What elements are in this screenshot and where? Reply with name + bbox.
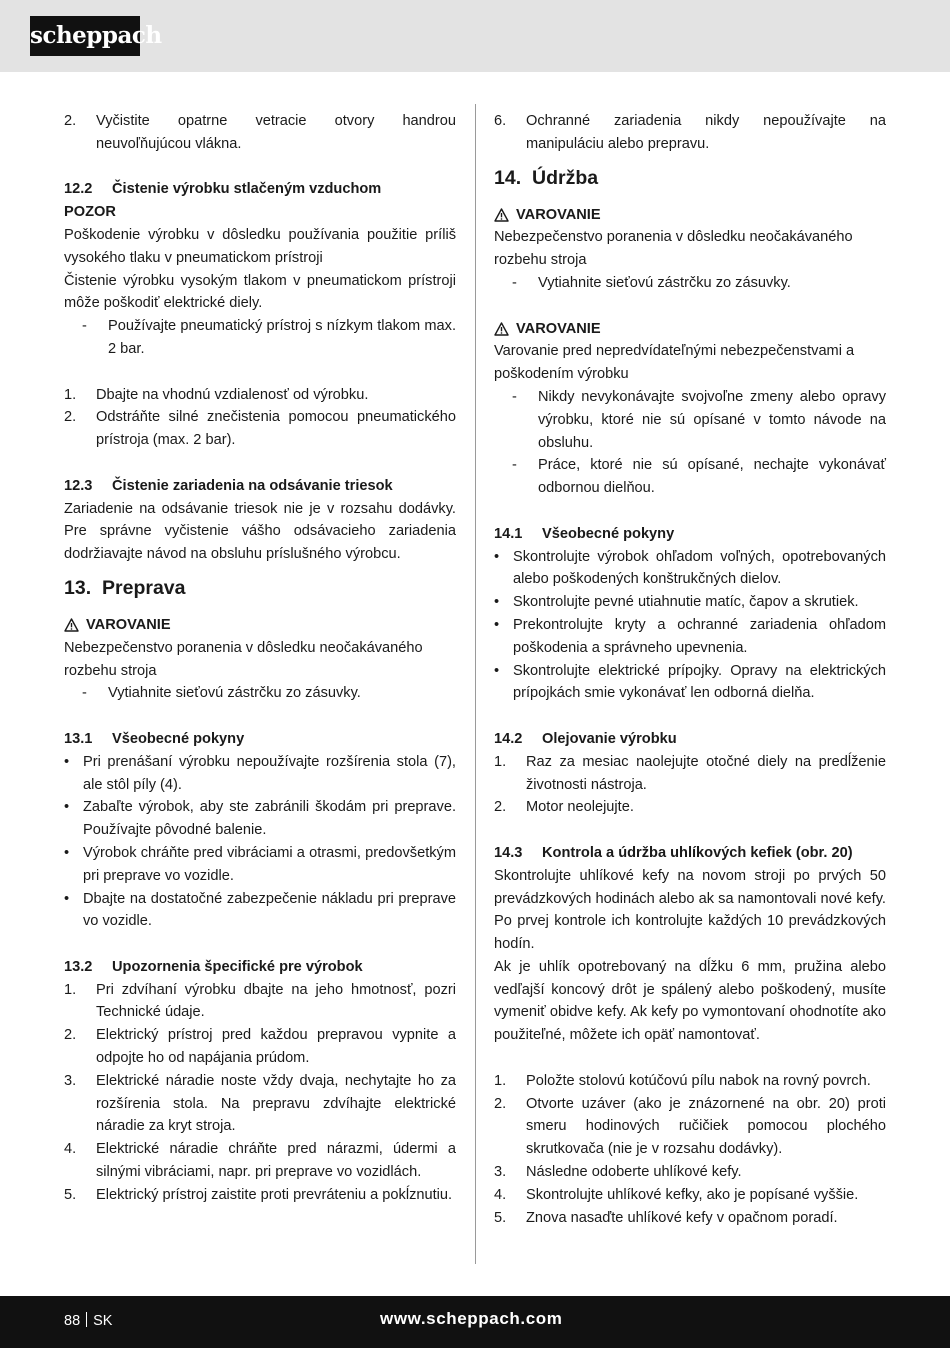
- website-url: www.scheppach.com: [380, 1309, 563, 1328]
- bullet-item: • Dbajte na dostatočné zabezpečenie nákladu pri preprave vo vozidle.: [64, 890, 456, 930]
- paragraph: Nebezpečenstvo poranenia v dôsledku neočakávaného rozbehu stroja: [494, 229, 853, 269]
- paragraph: Nebezpečenstvo poranenia v dôsledku neočakávaného rozbehu stroja: [64, 639, 423, 679]
- list-item: 1. Položte stolovú kotúčovú pílu nabok na rovný povrch.: [494, 1072, 871, 1089]
- bullet-item: • Skontrolujte výrobok ohľadom voľných, opotrebovaných alebo poškodených konštrukčných dielov.: [494, 548, 886, 588]
- warning-label: VAROVANIE: [64, 614, 456, 637]
- paragraph: Ak je uhlík opotrebovaný na dĺžku 6 mm, pružina alebo vedľajší koncový drôt je spálený alebo poškodený, musíte vymeniť obidve kefy. Ak kefy po vymontovaní ohodnotíte ako použiteľné, môžete ich opäť namontovať.: [494, 958, 886, 1044]
- list-item: 2. Motor neolejujte.: [494, 799, 634, 816]
- warning-triangle-icon: [494, 322, 509, 336]
- paragraph: Poškodenie výrobku v dôsledku používania použitie príliš vysokého tlaku v pneumatickom prístroji: [64, 226, 456, 266]
- paragraph: Varovanie pred nepredvídateľnými nebezpečenstvami a poškodením výrobku: [494, 343, 855, 383]
- column-divider: [475, 104, 476, 1264]
- list-item: 2. Vyčistite opatrne vetracie otvory handrou neuvoľňujúcou vlákna.: [64, 113, 456, 152]
- warning-triangle-icon: [494, 208, 509, 222]
- dash-item: - Práce, ktoré nie sú opísané, nechajte vykonávať odbornou dielňou.: [512, 457, 886, 497]
- bullet-item: • Prekontrolujte kryty a ochranné zariadenia ohľadom poškodenia a správneho upevnenia.: [494, 616, 886, 656]
- bullet-item: • Skontrolujte elektrické prípojky. Opravy na elektrických prípojkách smie vykonávať len odborná dielňa.: [494, 662, 886, 702]
- list-item: 4. Skontrolujte uhlíkové kefky, ako je popísané vyššie.: [494, 1186, 859, 1203]
- list-item: 6. Ochranné zariadenia nikdy nepoužívajte na manipuláciu alebo prepravu.: [494, 113, 886, 152]
- list-item: 1. Raz za mesiac naolejujte otočné diely na predĺženie životnosti nástroja.: [494, 753, 886, 793]
- list-item: 3. Elektrické náradie noste vždy dvaja, nechytajte ho za rozšírenia stola. Na prepravu zdvíhajte elektrické náradie za kryt stroja.: [64, 1072, 456, 1135]
- warning-label: VAROVANIE: [494, 318, 886, 341]
- list-item: 2. Otvorte uzáver (ako je znázornené na obr. 20) proti smeru hodinových ručičiek pomocou plochého skrutkovača (nie je v rozsahu dodávky).: [494, 1095, 886, 1158]
- paragraph: Skontrolujte uhlíkové kefy na novom stroji po prvých 50 prevádzkových hodinách alebo ak sa namontovali nové kefy. Po prvej kontrole ich kontrolujte každých 10 prevádzkových hodín.: [494, 867, 886, 953]
- brand-logo: scheppach: [30, 16, 140, 56]
- list-item: 4. Elektrické náradie chráňte pred nárazmi, údermi a silnými vibráciami, napr. pri preprave vo vozidlách.: [64, 1141, 456, 1181]
- dash-item: - Vytiahnite sieťovú zástrčku zo zásuvky.: [82, 685, 361, 702]
- section-heading-13-1: 13.1 Všeobecné pokyny: [64, 730, 245, 747]
- right-column: [494, 110, 886, 1229]
- list-item: 1. Dbajte na vhodnú vzdialenosť od výrobku.: [64, 386, 369, 403]
- page-header: [0, 0, 950, 72]
- paragraph: Čistenie výrobku vysokým tlakom v pneumatickom prístroji môže poškodiť elektrické diely.: [64, 272, 456, 312]
- list-item: 3. Následne odoberte uhlíkové kefy.: [494, 1164, 742, 1181]
- section-heading-12-2: 12.2 Čistenie výrobku stlačeným vzduchom: [64, 181, 382, 198]
- left-column: [64, 110, 456, 1207]
- section-heading-13: 13. Preprava: [64, 576, 186, 599]
- list-item: 2. Odstráňte silné znečistenia pomocou pneumatického prístroja (max. 2 bar).: [64, 409, 456, 449]
- section-heading-14-2: 14.2 Olejovanie výrobku: [494, 730, 677, 747]
- section-heading-14-3: 14.3 Kontrola a údržba uhlíkových kefiek (obr. 20): [494, 844, 853, 861]
- paragraph: Zariadenie na odsávanie triesok nie je v rozsahu dodávky. Pre správne vyčistenie vášho odsávacieho zariadenia dodržiavajte návod na obsluhu príslušného výrobcu.: [64, 500, 456, 563]
- list-item: 2. Elektrický prístroj pred každou prepravou vypnite a odpojte ho od napájania prúdom.: [64, 1027, 456, 1067]
- caution-label: POZOR: [64, 204, 116, 221]
- bullet-item: • Skontrolujte pevné utiahnutie matíc, čapov a skrutiek.: [494, 594, 859, 611]
- section-heading-12-3: 12.3 Čistenie zariadenia na odsávanie triesok: [64, 477, 393, 494]
- section-heading-14: 14. Údržba: [494, 166, 599, 189]
- warning-triangle-icon: [64, 618, 79, 632]
- section-heading-13-2: 13.2 Upozornenia špecifické pre výrobok: [64, 958, 363, 975]
- bullet-item: • Výrobok chráňte pred vibráciami a otrasmi, predovšetkým pri preprave vo vozidle.: [64, 844, 456, 884]
- list-item: 5. Znova nasaďte uhlíkové kefy v opačnom poradí.: [494, 1209, 838, 1226]
- section-heading-14-1: 14.1 Všeobecné pokyny: [494, 525, 675, 542]
- dash-item: - Nikdy nevykonávajte svojvoľne zmeny alebo opravy výrobku, ktoré nie sú opísané v tomto návode na obsluhu.: [512, 388, 886, 451]
- warning-label: VAROVANIE: [494, 204, 886, 227]
- page-number: 88 SK: [64, 1313, 113, 1329]
- list-item: 5. Elektrický prístroj zaistite proti prevráteniu a pokĺznutiu.: [64, 1186, 453, 1203]
- dash-item: - Vytiahnite sieťovú zástrčku zo zásuvky.: [512, 274, 791, 291]
- dash-item: - Používajte pneumatický prístroj s nízkym tlakom max. 2 bar.: [82, 318, 456, 357]
- list-item: 1. Pri zdvíhaní výrobku dbajte na jeho hmotnosť, pozri Technické údaje.: [64, 981, 456, 1021]
- page-footer: [0, 1296, 950, 1348]
- bullet-item: • Pri prenášaní výrobku nepoužívajte rozšírenia stola (7), ale stôl píly (4).: [64, 753, 456, 793]
- bullet-item: • Zabaľte výrobok, aby ste zabránili škodám pri preprave. Používajte pôvodné balenie.: [64, 799, 456, 839]
